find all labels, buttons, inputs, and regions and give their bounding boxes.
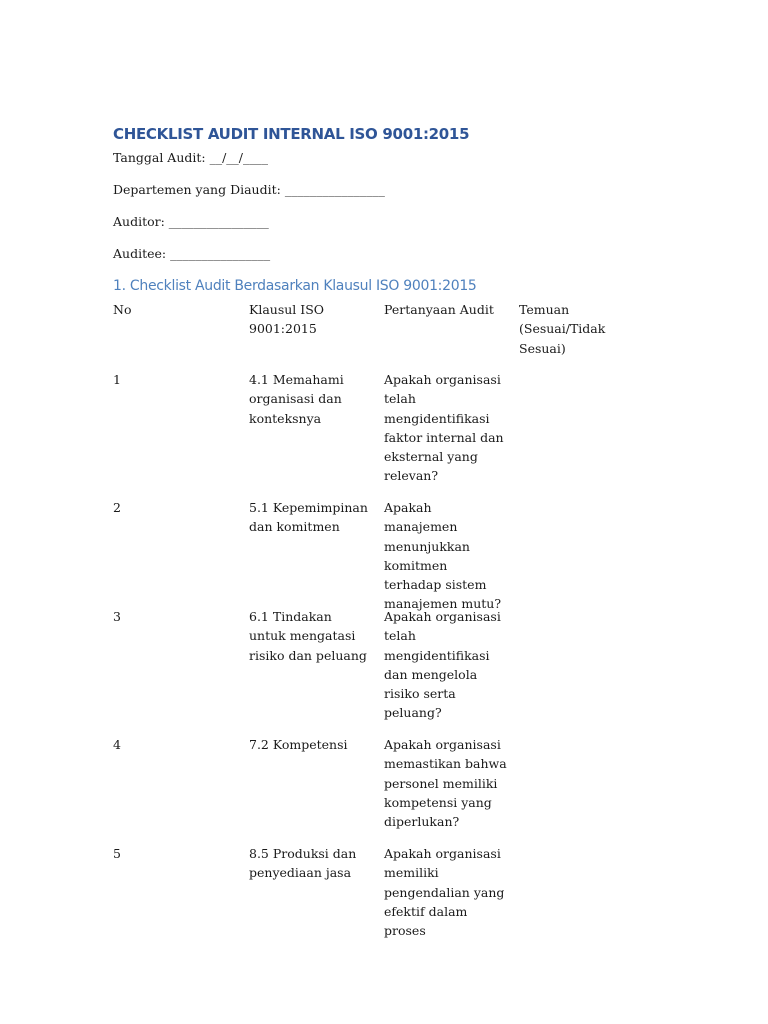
row-no: 2	[113, 500, 121, 515]
row-klausul: 5.1 Kepemimpinan dan komitmen	[249, 500, 368, 535]
header-pertanyaan: Pertanyaan Audit	[384, 302, 494, 317]
row-pertanyaan: Apakah organisasi memastikan bahwa personel memiliki kompetensi yang diperlukan?	[384, 737, 507, 830]
row-klausul: 7.2 Kompetensi	[249, 737, 348, 752]
field-auditor: Auditor: ________________	[113, 214, 269, 229]
row-pertanyaan: Apakah organisasi telah mengidentifikasi dan mengelola risiko serta peluang?	[384, 609, 501, 721]
row-no: 1	[113, 372, 121, 387]
row-klausul: 8.5 Produksi dan penyediaan jasa	[249, 846, 357, 881]
row-pertanyaan: Apakah manajemen menunjukkan komitmen terhadap sistem manajemen mutu?	[384, 500, 502, 612]
row-no: 3	[113, 609, 121, 624]
document-title: CHECKLIST AUDIT INTERNAL ISO 9001:2015	[113, 125, 470, 143]
row-klausul: 6.1 Tindakan untuk mengatasi risiko dan peluang	[249, 609, 367, 663]
row-klausul: 4.1 Memahami organisasi dan konteksnya	[249, 372, 344, 426]
row-no: 4	[113, 737, 121, 752]
header-klausul: Klausul ISO 9001:2015	[249, 302, 325, 337]
header-no: No	[113, 302, 132, 317]
header-temuan: Temuan (Sesuai/Tidak Sesuai)	[519, 302, 606, 356]
row-pertanyaan: Apakah organisasi memiliki pengendalian yang efektif dalam proses	[384, 846, 505, 939]
row-pertanyaan: Apakah organisasi telah mengidentifikasi faktor internal dan eksternal yang relevan?	[384, 372, 504, 484]
field-tanggal-audit: Tanggal Audit: __/__/____	[113, 150, 269, 165]
section-heading: 1. Checklist Audit Berdasarkan Klausul ISO 9001:2015	[113, 278, 477, 294]
row-no: 5	[113, 846, 121, 861]
field-auditee: Auditee: ________________	[113, 246, 271, 261]
field-departemen: Departemen yang Diaudit: ________________	[113, 182, 385, 197]
